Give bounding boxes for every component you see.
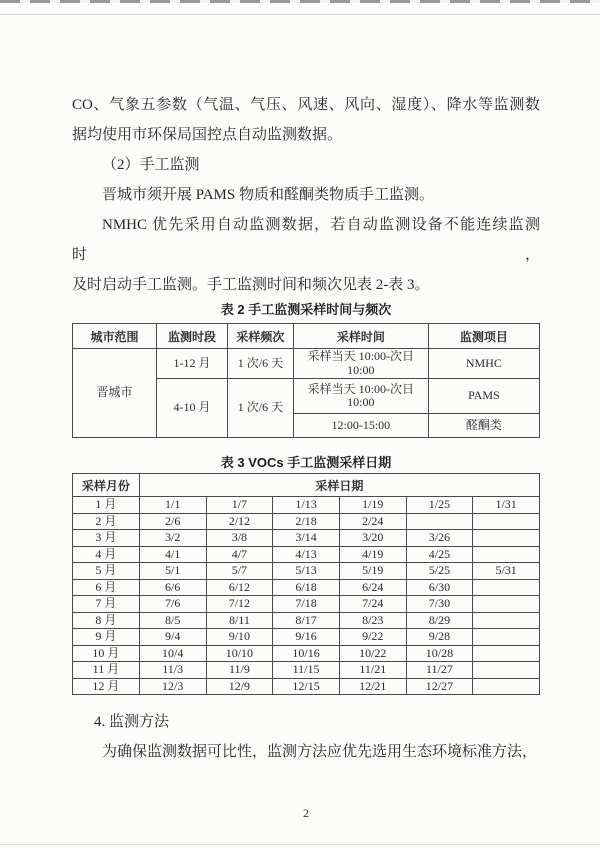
table2-header-row [73, 324, 540, 349]
table3-date-cell: 7/6 [139, 596, 206, 613]
table3-date-cell: 9/4 [139, 629, 206, 646]
table3-date-cell [473, 513, 540, 530]
table3-date-cell: 12/21 [339, 678, 406, 695]
table2-cell: 采样当天 10:00-次日 10:00 [293, 349, 428, 379]
table3-date-cell: 12/27 [406, 678, 473, 695]
table3-row [73, 530, 540, 547]
table3-date-cell [473, 678, 540, 695]
table3-row [73, 662, 540, 679]
table3-date-cell: 7/18 [273, 596, 340, 613]
table3-row [73, 629, 540, 646]
table3-row [73, 497, 540, 514]
table2-header-cell: 采样频次 [228, 324, 294, 349]
table2-cell: PAMS [428, 379, 539, 414]
table3-date-cell: 5/19 [339, 563, 406, 580]
table2-cell: 晋城市 [73, 349, 157, 438]
table3-row [73, 645, 540, 662]
table3-date-cell: 12/3 [139, 678, 206, 695]
table3-row [73, 563, 540, 580]
body-text [72, 90, 540, 300]
table3-date-cell [406, 513, 473, 530]
table3-date-cell: 1/19 [339, 497, 406, 514]
table3-date-cell: 7/30 [406, 596, 473, 613]
scan-artifact-top [0, 0, 600, 3]
table3-date-cell: 3/8 [206, 530, 273, 547]
table3-date-cell: 6/24 [339, 579, 406, 596]
table3-date-cell: 5/25 [406, 563, 473, 580]
table2-sampling-time-frequency [72, 323, 540, 438]
table2-header-cell: 监测项目 [428, 324, 539, 349]
table3-date-cell: 4/1 [139, 546, 206, 563]
table3-date-cell: 4/13 [273, 546, 340, 563]
section4-heading: 4. 监测方法 [94, 714, 170, 730]
table2-cell: 1 次/6 天 [228, 349, 294, 379]
table3-month-cell: 12 月 [73, 678, 140, 695]
table3-date-cell: 10/16 [273, 645, 340, 662]
table3-date-cell: 7/12 [206, 596, 273, 613]
table3-date-cell: 3/2 [139, 530, 206, 547]
table3-date-cell: 6/12 [206, 579, 273, 596]
table3-month-cell: 11 月 [73, 662, 140, 679]
table3-date-cell: 8/17 [273, 612, 340, 629]
table3-date-cell: 9/22 [339, 629, 406, 646]
table3-date-cell [473, 629, 540, 646]
table3-date-cell [473, 579, 540, 596]
table3-date-cell: 5/13 [273, 563, 340, 580]
table3-date-cell: 11/27 [406, 662, 473, 679]
para-auto-monitoring-line: CO、气象五参数（气温、气压、风速、风向、湿度）、降水等监测数 [72, 97, 540, 113]
table2-cell: 4-10 月 [157, 379, 228, 438]
table3-month-header: 采样月份 [73, 474, 140, 497]
table3-month-cell: 7 月 [73, 596, 140, 613]
table3-date-cell: 10/28 [406, 645, 473, 662]
table2-header-cell: 城市范围 [73, 324, 157, 349]
table3-month-cell: 8 月 [73, 612, 140, 629]
table2-header-cell: 监测时段 [157, 324, 228, 349]
table3-date-cell: 8/29 [406, 612, 473, 629]
table3-month-cell: 5 月 [73, 563, 140, 580]
table3-date-cell: 8/5 [139, 612, 206, 629]
table2-row [73, 349, 540, 379]
table2-cell: 1 次/6 天 [228, 379, 294, 438]
para-nmhc-line: NMHC 优先采用自动监测数据，若自动监测设备不能连续监测时， [72, 217, 540, 263]
table2-cell: 采样当天 10:00-次日 10:00 [293, 379, 428, 414]
table3-date-cell: 9/16 [273, 629, 340, 646]
para-nmhc-line: 及时启动手工监测。手工监测时间和频次见表 2-表 3。 [72, 277, 430, 293]
table3-date-cell: 5/1 [139, 563, 206, 580]
scan-artifact-top-faint [0, 14, 600, 15]
table2-cell: 12:00-15:00 [293, 414, 428, 438]
table3-date-cell: 11/21 [339, 662, 406, 679]
page-number: 2 [303, 806, 309, 820]
table3-vocs-sampling-dates [72, 473, 540, 695]
table2-cell: 醛酮类 [428, 414, 539, 438]
table3-month-cell: 6 月 [73, 579, 140, 596]
table3-month-cell: 2 月 [73, 513, 140, 530]
table3-date-cell: 8/23 [339, 612, 406, 629]
table2-cell: 1-12 月 [157, 349, 228, 379]
table3-date-cell: 6/30 [406, 579, 473, 596]
table3-date-cell: 3/14 [273, 530, 340, 547]
table3-date-cell: 9/28 [406, 629, 473, 646]
scan-artifact-bottom [0, 844, 600, 845]
table3-date-cell: 3/20 [339, 530, 406, 547]
table3-date-cell [473, 612, 540, 629]
table3-date-cell: 10/4 [139, 645, 206, 662]
table3-date-cell: 12/15 [273, 678, 340, 695]
table3-date-cell: 2/18 [273, 513, 340, 530]
section4-body: 为确保监测数据可比性，监测方法应优先选用生态环境标准方法， [102, 744, 538, 760]
table3-date-cell: 1/7 [206, 497, 273, 514]
para-manual-monitoring-heading-line: （2）手工监测 [102, 157, 200, 173]
table3-date-cell: 2/24 [339, 513, 406, 530]
table3-date-cell [473, 546, 540, 563]
page-content [72, 90, 540, 821]
table3-caption: 表 3 VOCs 手工监测采样日期 [220, 455, 392, 470]
table3-date-cell: 12/9 [206, 678, 273, 695]
table3-date-cell: 5/31 [473, 563, 540, 580]
table3-month-cell: 3 月 [73, 530, 140, 547]
table3-date-cell: 1/25 [406, 497, 473, 514]
table3-date-cell: 4/25 [406, 546, 473, 563]
table3-date-cell: 1/31 [473, 497, 540, 514]
table3-date-cell: 6/18 [273, 579, 340, 596]
table3-date-cell [473, 596, 540, 613]
table3-date-cell: 2/6 [139, 513, 206, 530]
table3-date-cell [473, 662, 540, 679]
table3-date-cell: 3/26 [406, 530, 473, 547]
table2-cell: NMHC [428, 349, 539, 379]
table3-date-cell: 11/3 [139, 662, 206, 679]
table2-header-cell: 采样时间 [293, 324, 428, 349]
table3-row [73, 546, 540, 563]
table3-date-cell: 6/6 [139, 579, 206, 596]
table3-row [73, 513, 540, 530]
table3-date-cell [473, 530, 540, 547]
table3-date-cell: 4/19 [339, 546, 406, 563]
table3-date-cell: 9/10 [206, 629, 273, 646]
table3-month-cell: 1 月 [73, 497, 140, 514]
table3-header-row [73, 474, 540, 497]
table3-date-cell: 1/13 [273, 497, 340, 514]
table3-row [73, 678, 540, 695]
table3-month-cell: 10 月 [73, 645, 140, 662]
table3-row [73, 612, 540, 629]
table3-date-cell: 5/7 [206, 563, 273, 580]
table3-row [73, 596, 540, 613]
table3-date-cell: 10/10 [206, 645, 273, 662]
table3-date-cell: 2/12 [206, 513, 273, 530]
table2-caption: 表 2 手工监测采样时间与频次 [220, 302, 392, 317]
table3-month-cell: 9 月 [73, 629, 140, 646]
table3-month-cell: 4 月 [73, 546, 140, 563]
table3-date-cell: 7/24 [339, 596, 406, 613]
table3-date-cell [473, 645, 540, 662]
table3-dates-header: 采样日期 [139, 474, 539, 497]
table3-row [73, 579, 540, 596]
table3-date-cell: 10/22 [339, 645, 406, 662]
table3-date-cell: 11/9 [206, 662, 273, 679]
para-pams-line: 晋城市须开展 PAMS 物质和醛酮类物质手工监测。 [102, 187, 434, 203]
table3-date-cell: 1/1 [139, 497, 206, 514]
table3-date-cell: 4/7 [206, 546, 273, 563]
para-auto-monitoring-line: 据均使用市环保局国控点自动监测数据。 [72, 127, 343, 143]
table3-date-cell: 8/11 [206, 612, 273, 629]
table3-date-cell: 11/15 [273, 662, 340, 679]
